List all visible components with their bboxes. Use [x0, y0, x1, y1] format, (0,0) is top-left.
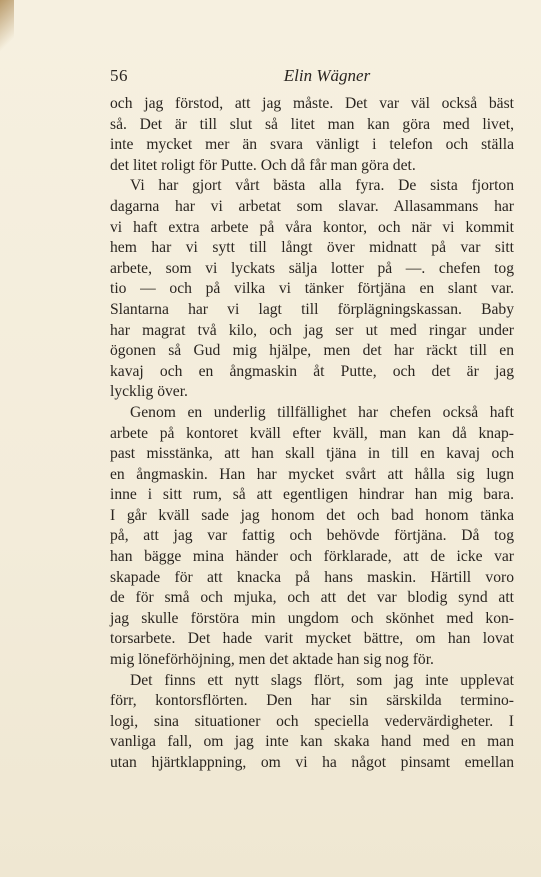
text-line: vi haft extra arbete på våra kontor, och när vi kommit [110, 218, 514, 236]
text-line: dagarna har vi arbetat som slavar. Allasammans har [110, 197, 514, 215]
text-line: utan hjärtklappning, om vi ha något pinsamt emellan [110, 754, 514, 771]
text-line: arbete på kontoret kväll efter kväll, man kan då knap- [110, 424, 514, 442]
text-line: lycklig över. [110, 383, 188, 401]
body-text [110, 94, 514, 774]
text-line: inne i sitt rum, så att egentligen hindrar han mig bara. [110, 486, 514, 504]
running-head: Elin Wägner [283, 66, 371, 85]
text-line: och jag förstod, att jag måste. Det var väl också bäst [110, 95, 514, 112]
page-number: 56 [110, 66, 128, 85]
page-corner-shadow [0, 0, 14, 60]
text-line: han bägge mina händer och förklarade, att de icke var [110, 548, 514, 566]
text-line: det litet roligt för Putte. Och då får man göra det. [110, 156, 416, 174]
text-line: inte mycket mer än svara vänligt i telefon och ställa [110, 136, 514, 154]
text-line: en ångmaskin. Han har mycket svårt att hålla sig lugn [110, 465, 514, 483]
page-header [110, 66, 514, 88]
text-line: I går kväll sade jag honom det och bad honom tänka [110, 506, 514, 524]
text-line: ögonen så Gud mig hjälpe, men det har räckt till en [110, 342, 514, 360]
text-line: förr, kontorsflörten. Den har sin särskilda termino- [110, 692, 514, 710]
text-line: jag skulle förstöra min ungdom och skönhet med kon- [110, 609, 514, 627]
text-line: mig löneförhöjning, men det aktade han sig nog för. [110, 651, 434, 669]
text-line: tio — och på vilka vi tänker förtjäna en slant var. [110, 280, 514, 298]
text-line: logi, sina situationer och speciella vedervärdigheter. I [110, 712, 514, 730]
text-line: torsarbete. Det hade varit mycket bättre, om han lovat [110, 630, 514, 648]
text-line: vanliga fall, om jag inte kan skaka hand med en man [110, 733, 514, 751]
text-line: så. Det är till slut så litet man kan göra med livet, [110, 115, 514, 133]
text-line: har magrat två kilo, och jag ser ut med ringar under [110, 321, 514, 339]
text-line: de för små och mjuka, och att det var blodig synd att [110, 589, 514, 607]
text-line: Slantarna har vi lagt till förplägningskassan. Baby [110, 300, 514, 318]
text-line: past misstänka, att han skall tjäna in till en kavaj och [110, 445, 514, 463]
text-line: skapade för att knacka på hans maskin. Härtill voro [110, 568, 514, 586]
text-line: kavaj och en ångmaskin åt Putte, och det är jag [110, 362, 514, 380]
text-line: Det finns ett nytt slags flört, som jag inte upplevat [130, 671, 514, 689]
text-line: hem har vi sytt till långt över midnatt på var sitt [110, 239, 514, 257]
text-line: Vi har gjort vårt bästa alla fyra. De sista fjorton [130, 177, 514, 195]
text-line: Genom en underlig tillfällighet har chefen också haft [130, 403, 514, 421]
text-line: arbete, som vi lyckats sälja lotter på —. chefen tog [110, 259, 514, 277]
text-line: på, att jag var fattig och behövde förtjäna. Då tog [110, 527, 514, 545]
